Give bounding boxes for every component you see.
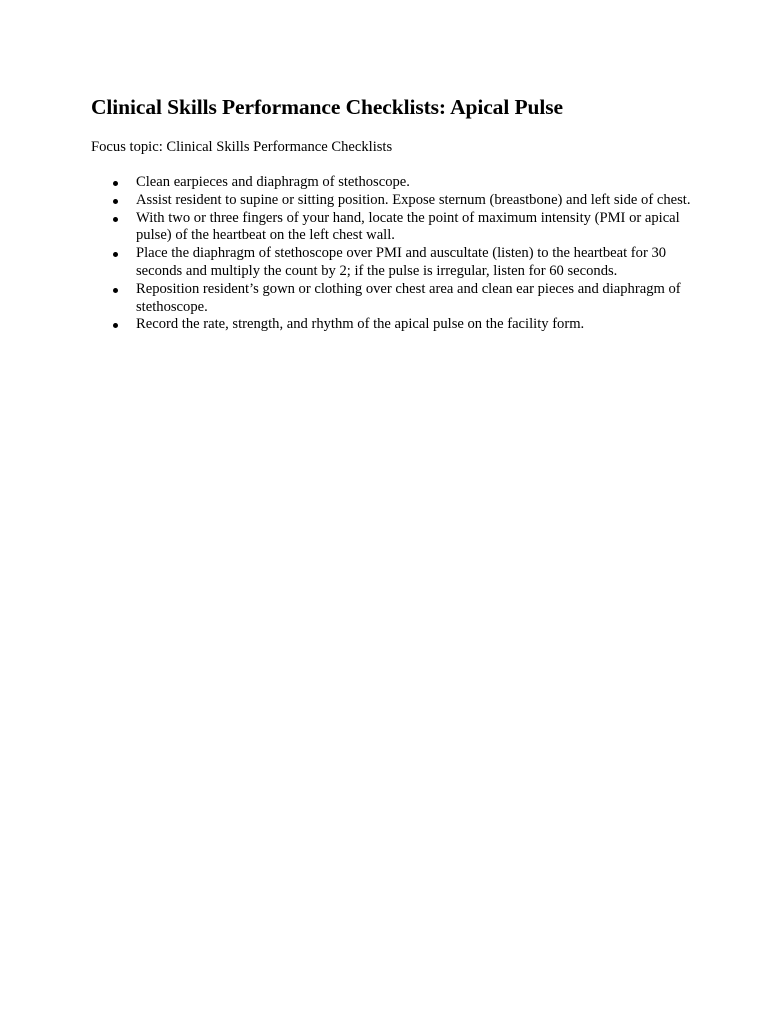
bullet-icon	[113, 199, 118, 204]
list-item	[91, 210, 691, 246]
list-item	[91, 192, 691, 210]
list-item	[91, 281, 691, 317]
list-item	[91, 245, 691, 281]
bullet-icon	[113, 181, 118, 186]
bullet-icon	[113, 217, 118, 222]
focus-topic: Focus topic: Clinical Skills Performance Checklists	[91, 139, 393, 155]
bullet-icon	[113, 288, 118, 293]
list-item-text: Reposition resident’s gown or clothing over chest area and clean ear pieces and diaphragm of stethoscope.	[136, 280, 681, 315]
list-item-text: With two or three fingers of your hand, locate the point of maximum intensity (PMI or apical pulse) of the heartbeat on the left chest wall.	[136, 209, 680, 244]
checklist	[91, 174, 691, 334]
page-title: Clinical Skills Performance Checklists: Apical Pulse	[91, 95, 563, 119]
bullet-icon	[113, 323, 118, 328]
list-item	[91, 174, 691, 192]
list-item-text: Clean earpieces and diaphragm of stethoscope.	[136, 174, 410, 190]
bullet-icon	[113, 252, 118, 257]
list-item-text: Record the rate, strength, and rhythm of the apical pulse on the facility form.	[136, 316, 585, 333]
list-item	[91, 316, 691, 334]
list-item-text: Assist resident to supine or sitting position. Expose sternum (breastbone) and left side of chest.	[136, 191, 691, 208]
list-item-text: Place the diaphragm of stethoscope over PMI and auscultate (listen) to the heartbeat for 30 seconds and multiply the count by 2; if the pulse is irregular, listen for 60 seconds.	[136, 245, 667, 279]
